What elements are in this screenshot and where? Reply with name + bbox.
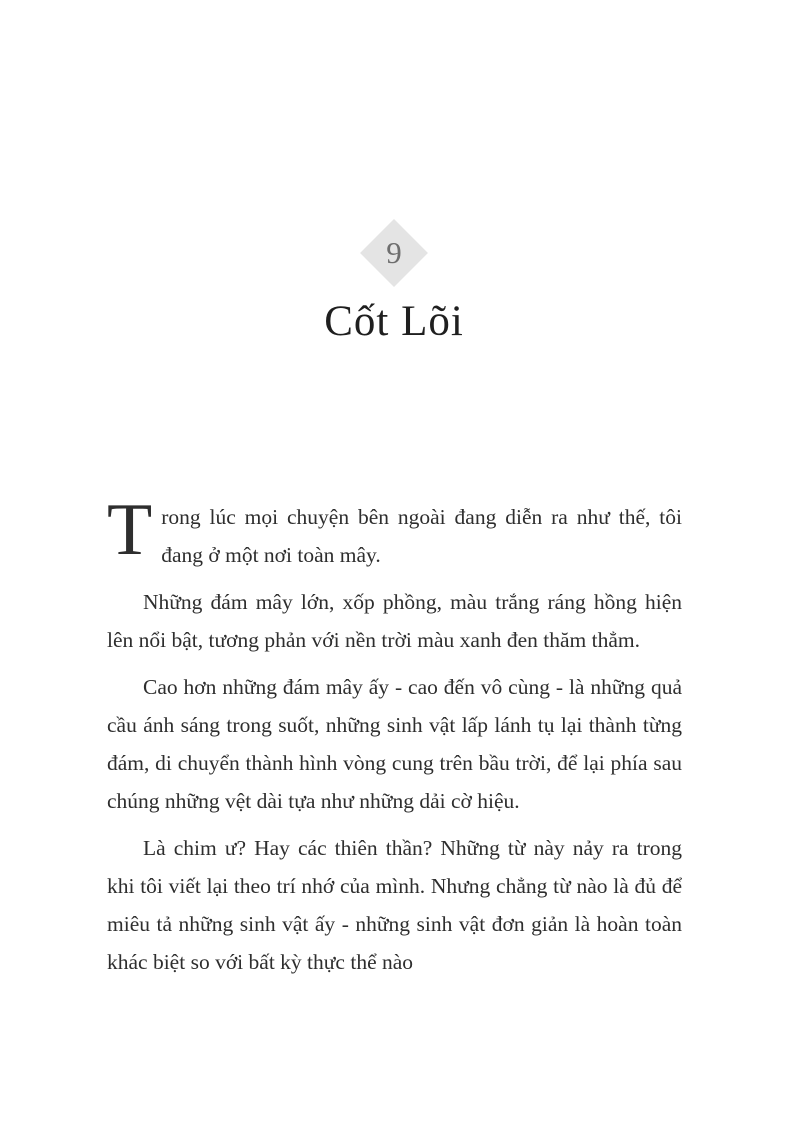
body-text	[107, 489, 682, 990]
paragraph: Những đám mây lớn, xốp phồng, màu trắng ráng hồng hiện lên nổi bật, tương phản với nền trời màu xanh đen thăm thẳm.	[107, 590, 682, 652]
paragraph: Là chim ư? Hay các thiên thần? Những từ này nảy ra trong khi tôi viết lại theo trí nhớ của mình. Nhưng chẳng từ nào là đủ để miêu tả những sinh vật ấy - những sinh vật đơn giản là hoàn toàn khác biệt so với bất kỳ thực thể nào	[107, 836, 682, 974]
paragraph	[107, 489, 682, 574]
chapter-number: 9	[386, 235, 402, 270]
drop-cap: T	[107, 489, 153, 571]
chapter-number-ornament	[359, 218, 429, 288]
paragraph-text: rong lúc mọi chuyện bên ngoài đang diễn ra như thế, tôi đang ở một nơi toàn mây.	[161, 505, 682, 567]
chapter-title: Cốt Lõi	[324, 298, 464, 345]
paragraph: Cao hơn những đám mây ấy - cao đến vô cùng - là những quả cầu ánh sáng trong suốt, những sinh vật lấp lánh tụ lại thành từng đám, di chuyển thành hình vòng cung trên bầu trời, để lại phía sau chúng những vệt dài tựa như những dải cờ hiệu.	[107, 675, 682, 813]
